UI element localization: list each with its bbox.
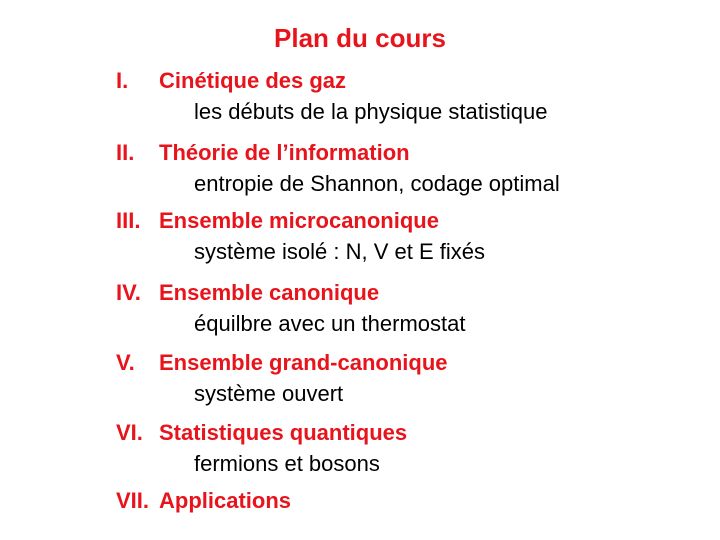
item-heading: Ensemble grand-canonique — [159, 350, 448, 375]
item-heading: Ensemble canonique — [159, 280, 380, 305]
item-subtitle: système ouvert — [194, 381, 344, 406]
item-number: II. — [116, 140, 135, 165]
item-subtitle: entropie de Shannon, codage optimal — [194, 171, 560, 196]
item-heading: Statistiques quantiques — [159, 420, 408, 445]
item-number: VI. — [116, 420, 143, 445]
slide-title: Plan du cours — [274, 23, 446, 53]
item-heading: Cinétique des gaz — [159, 68, 347, 93]
item-heading: Applications — [159, 488, 292, 513]
item-heading: Ensemble microcanonique — [159, 208, 439, 233]
item-heading: Théorie de l’information — [159, 140, 410, 165]
item-number: IV. — [116, 280, 141, 305]
item-subtitle: équilbre avec un thermostat — [194, 311, 466, 336]
item-subtitle: les débuts de la physique statistique — [194, 99, 548, 124]
item-number: VII. — [116, 488, 150, 513]
item-number: III. — [116, 208, 141, 233]
item-subtitle: système isolé : N, V et E fixés — [194, 239, 485, 264]
item-number: I. — [116, 68, 129, 93]
item-subtitle: fermions et bosons — [194, 451, 380, 476]
item-number: V. — [116, 350, 135, 375]
